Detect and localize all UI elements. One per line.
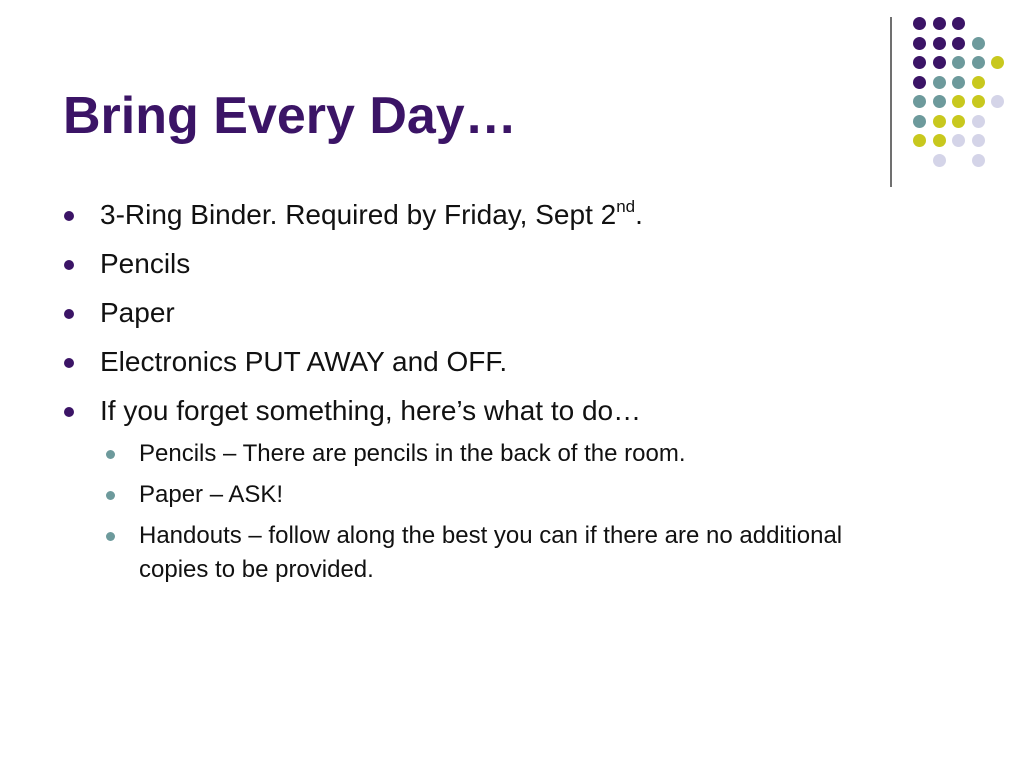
decor-dot-yellow (913, 134, 926, 147)
decor-dot-yellow (972, 95, 985, 108)
bullet-forget (62, 394, 882, 428)
decor-dot-yellow (933, 134, 946, 147)
decor-dot-yellow (991, 56, 1004, 69)
decor-dot-yellow (972, 76, 985, 89)
sub-bullet-container (62, 437, 882, 587)
decor-dot-lavender (972, 115, 985, 128)
decor-dot-teal (913, 95, 926, 108)
decor-dot-purple (933, 56, 946, 69)
bullet-pencils-text: Pencils (100, 248, 191, 279)
bullet-forget-text: If you forget something, here’s what to do… (100, 395, 642, 426)
bullet-list (62, 198, 882, 594)
bullet-binder-tail: . (635, 199, 643, 230)
sub-bullet-handouts-text: Handouts – follow along the best you can if there are no additional copies to be provided. (139, 522, 843, 583)
decor-dot-lavender (972, 154, 985, 167)
decor-dot-purple (952, 17, 965, 30)
bullet-binder (62, 198, 882, 232)
decor-dot-teal (933, 95, 946, 108)
sub-bullet-handouts (102, 519, 859, 587)
bullet-paper-text: Paper (100, 297, 175, 328)
decor-dot-purple (933, 17, 946, 30)
sub-bullet-paper-text: Paper – ASK! (139, 481, 284, 508)
decor-dot-teal (913, 115, 926, 128)
sub-bullet-list (62, 437, 882, 587)
decor-dot-yellow (952, 115, 965, 128)
decor-dot-purple (913, 37, 926, 50)
decor-dot-lavender (933, 154, 946, 167)
bullet-paper (62, 296, 882, 330)
bullet-binder-text: 3-Ring Binder. Required by Friday, Sept 2 (100, 199, 617, 230)
decor-dot-purple (952, 37, 965, 50)
bullet-electronics-text: Electronics PUT AWAY and OFF. (100, 346, 508, 377)
decor-dot-teal (972, 56, 985, 69)
decor-dot-teal (933, 76, 946, 89)
decor-dot-purple (933, 37, 946, 50)
decor-dot-yellow (952, 95, 965, 108)
decor-dot-lavender (972, 134, 985, 147)
decor-dot-purple (913, 17, 926, 30)
slide-title: Bring Every Day… (63, 87, 517, 145)
bullet-pencils (62, 247, 882, 281)
decor-dot-purple (913, 56, 926, 69)
decor-dot-lavender (952, 134, 965, 147)
decor-dot-yellow (933, 115, 946, 128)
bullet-electronics (62, 345, 882, 379)
sub-bullet-paper (102, 478, 859, 512)
decor-dot-lavender (991, 95, 1004, 108)
bullet-binder-superscript: nd (616, 197, 636, 216)
divider-line (890, 17, 892, 187)
decor-dot-purple (913, 76, 926, 89)
decor-dot-teal (972, 37, 985, 50)
decor-dot-teal (952, 56, 965, 69)
sub-bullet-pencils-text: Pencils – There are pencils in the back of the room. (139, 440, 686, 467)
sub-bullet-pencils (102, 437, 859, 471)
decor-dot-teal (952, 76, 965, 89)
